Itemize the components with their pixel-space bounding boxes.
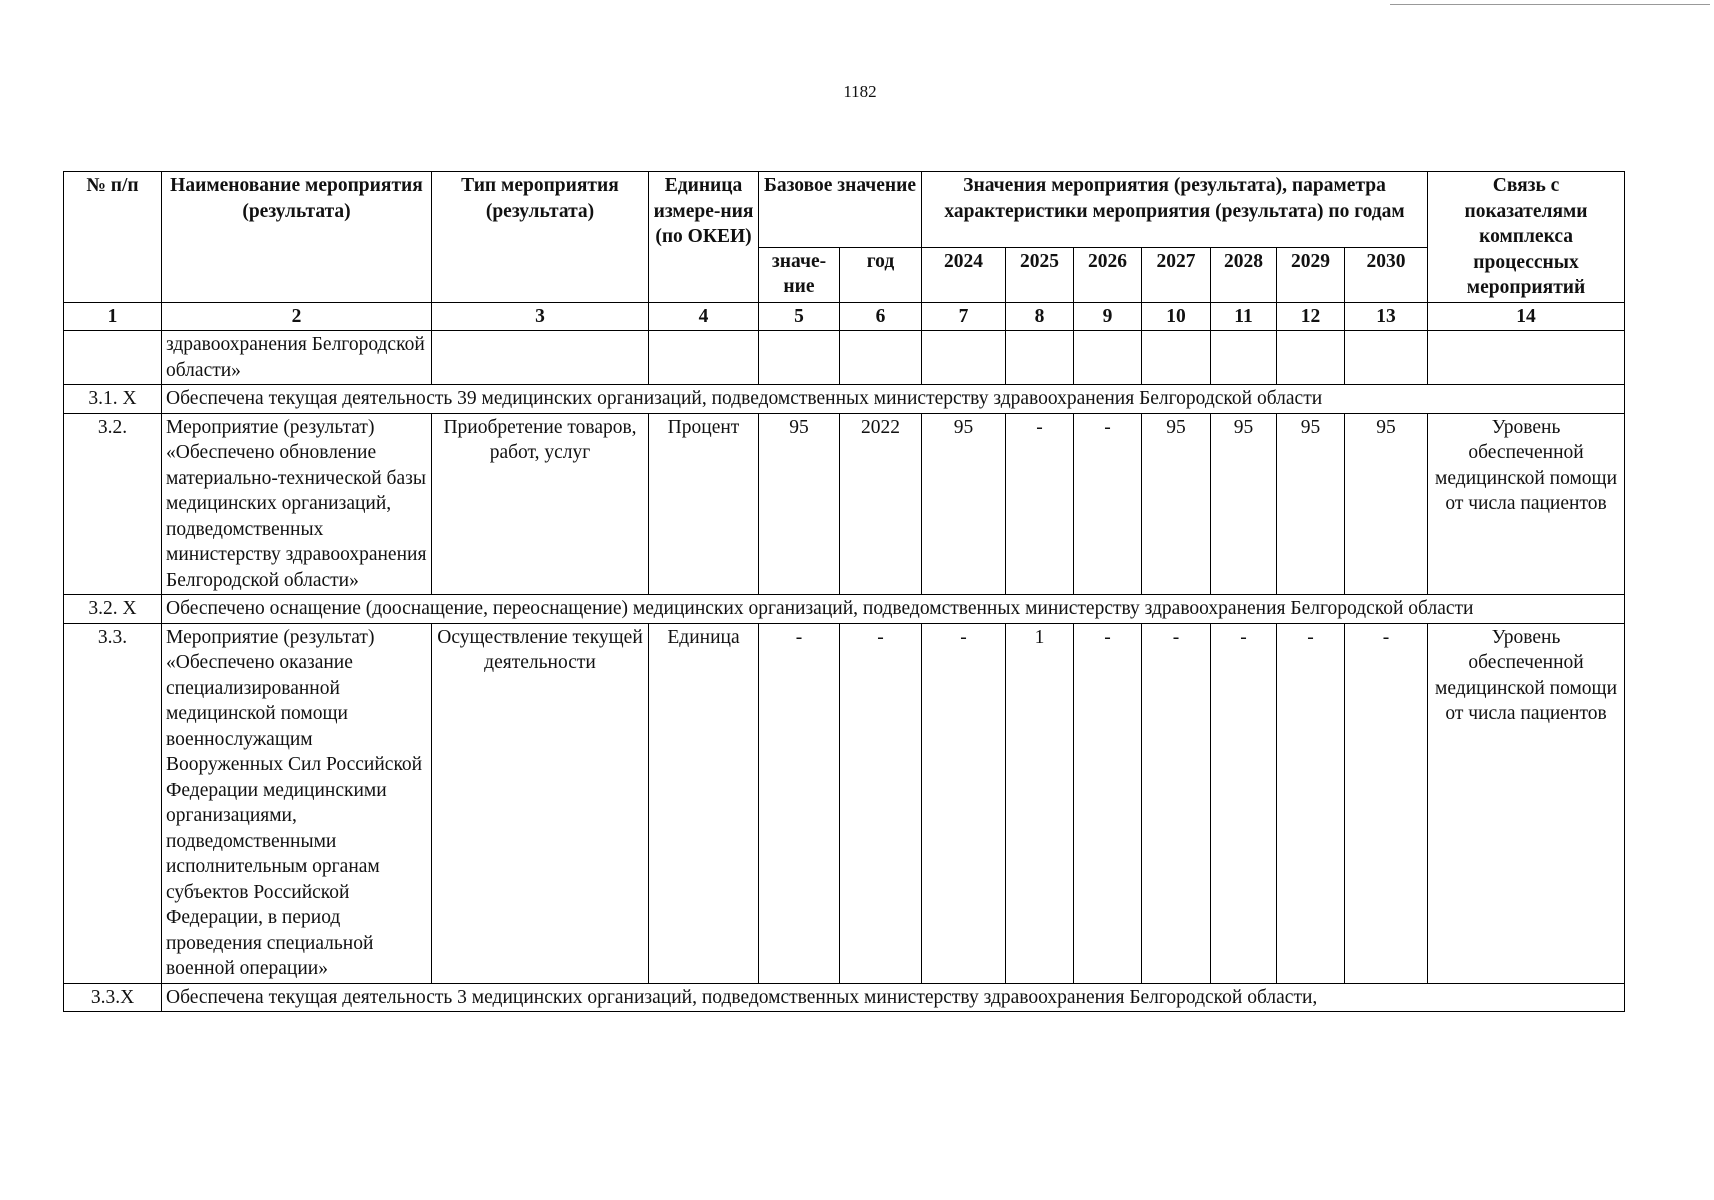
row-base-value: 95 bbox=[759, 413, 840, 595]
row-base-year: 2022 bbox=[840, 413, 922, 595]
header-year: 2030 bbox=[1345, 247, 1428, 302]
header-type: Тип мероприятия (результата) bbox=[432, 172, 649, 303]
header-year: 2024 bbox=[922, 247, 1006, 302]
page-number: 1182 bbox=[843, 82, 877, 101]
column-number-row bbox=[64, 302, 1625, 331]
row-type: Приобретение товаров, работ, услуг bbox=[432, 413, 649, 595]
header-base-value: значе-ние bbox=[759, 247, 840, 302]
table-row-3-3 bbox=[64, 623, 1625, 983]
column-number: 2 bbox=[162, 302, 432, 331]
row-value-2027: 95 bbox=[1142, 413, 1211, 595]
column-number: 10 bbox=[1142, 302, 1211, 331]
measures-table bbox=[63, 171, 1625, 1012]
row-value-2029: - bbox=[1277, 623, 1345, 983]
table-row-3-2-x bbox=[64, 595, 1625, 624]
column-number: 11 bbox=[1211, 302, 1277, 331]
row-base-year: - bbox=[840, 623, 922, 983]
row-num: 3.3. bbox=[64, 623, 162, 983]
row-num: 3.2. bbox=[64, 413, 162, 595]
row-value-2030: - bbox=[1345, 623, 1428, 983]
row-unit: Процент bbox=[649, 413, 759, 595]
row-value-2025: - bbox=[1006, 413, 1074, 595]
header-year: 2025 bbox=[1006, 247, 1074, 302]
header-year: 2028 bbox=[1211, 247, 1277, 302]
row-num: 3.3.Х bbox=[64, 983, 162, 1012]
header-unit: Единица измере-ния (по ОКЕИ) bbox=[649, 172, 759, 303]
header-year: 2029 bbox=[1277, 247, 1345, 302]
row-name: здравоохранения Белгородской области» bbox=[162, 331, 432, 385]
row-base-value: - bbox=[759, 623, 840, 983]
row-name: Мероприятие (результат) «Обеспечено оказание специализированной медицинской помощи военнослужащим Вооруженных Сил Российской Федерации медицинскими организациями, подведомственными исполнительным органам субъектов Российской Федерации, в период проведения специальной военной операции» bbox=[162, 623, 432, 983]
row-value-2024: 95 bbox=[922, 413, 1006, 595]
header-num: № п/п bbox=[64, 172, 162, 303]
column-number: 5 bbox=[759, 302, 840, 331]
header-year: 2027 bbox=[1142, 247, 1211, 302]
row-unit: Единица bbox=[649, 623, 759, 983]
row-summary: Обеспечена текущая деятельность 39 медицинских организаций, подведомственных министерству здравоохранения Белгородской области bbox=[162, 385, 1625, 414]
column-number: 1 bbox=[64, 302, 162, 331]
column-number: 13 bbox=[1345, 302, 1428, 331]
row-summary: Обеспечено оснащение (дооснащение, переоснащение) медицинских организаций, подведомственных министерству здравоохранения Белгородской области bbox=[162, 595, 1625, 624]
top-rule bbox=[1390, 4, 1710, 5]
table-row-3-1-x bbox=[64, 385, 1625, 414]
column-number: 7 bbox=[922, 302, 1006, 331]
row-value-2024: - bbox=[922, 623, 1006, 983]
row-type: Осуществление текущей деятельности bbox=[432, 623, 649, 983]
row-value-2030: 95 bbox=[1345, 413, 1428, 595]
column-number: 12 bbox=[1277, 302, 1345, 331]
row-link: Уровень обеспеченной медицинской помощи от числа пациентов bbox=[1428, 623, 1625, 983]
table-row-continuation bbox=[64, 331, 1625, 385]
row-value-2025: 1 bbox=[1006, 623, 1074, 983]
row-value-2026: - bbox=[1074, 623, 1142, 983]
header-year: 2026 bbox=[1074, 247, 1142, 302]
row-num: 3.1. Х bbox=[64, 385, 162, 414]
header-base-year: год bbox=[840, 247, 922, 302]
table-row-3-3-x bbox=[64, 983, 1625, 1012]
row-num: 3.2. Х bbox=[64, 595, 162, 624]
header-name: Наименование мероприятия (результата) bbox=[162, 172, 432, 303]
row-value-2028: - bbox=[1211, 623, 1277, 983]
row-value-2026: - bbox=[1074, 413, 1142, 595]
column-number: 3 bbox=[432, 302, 649, 331]
header-values: Значения мероприятия (результата), параметра характеристики мероприятия (результата) по годам bbox=[922, 172, 1428, 248]
row-link: Уровень обеспеченной медицинской помощи от числа пациентов bbox=[1428, 413, 1625, 595]
header-base: Базовое значение bbox=[759, 172, 922, 248]
column-number: 9 bbox=[1074, 302, 1142, 331]
header-link: Связь с показателями комплекса процессных мероприятий bbox=[1428, 172, 1625, 303]
row-summary: Обеспечена текущая деятельность 3 медицинских организаций, подведомственных министерству здравоохранения Белгородской области, bbox=[162, 983, 1625, 1012]
row-value-2027: - bbox=[1142, 623, 1211, 983]
row-name: Мероприятие (результат) «Обеспечено обновление материально-технической базы медицинских организаций, подведомственных министерству здравоохранения Белгородской области» bbox=[162, 413, 432, 595]
table-row-3-2 bbox=[64, 413, 1625, 595]
row-value-2028: 95 bbox=[1211, 413, 1277, 595]
header-row-1 bbox=[64, 172, 1625, 248]
row-value-2029: 95 bbox=[1277, 413, 1345, 595]
column-number: 6 bbox=[840, 302, 922, 331]
column-number: 14 bbox=[1428, 302, 1625, 331]
column-number: 4 bbox=[649, 302, 759, 331]
column-number: 8 bbox=[1006, 302, 1074, 331]
